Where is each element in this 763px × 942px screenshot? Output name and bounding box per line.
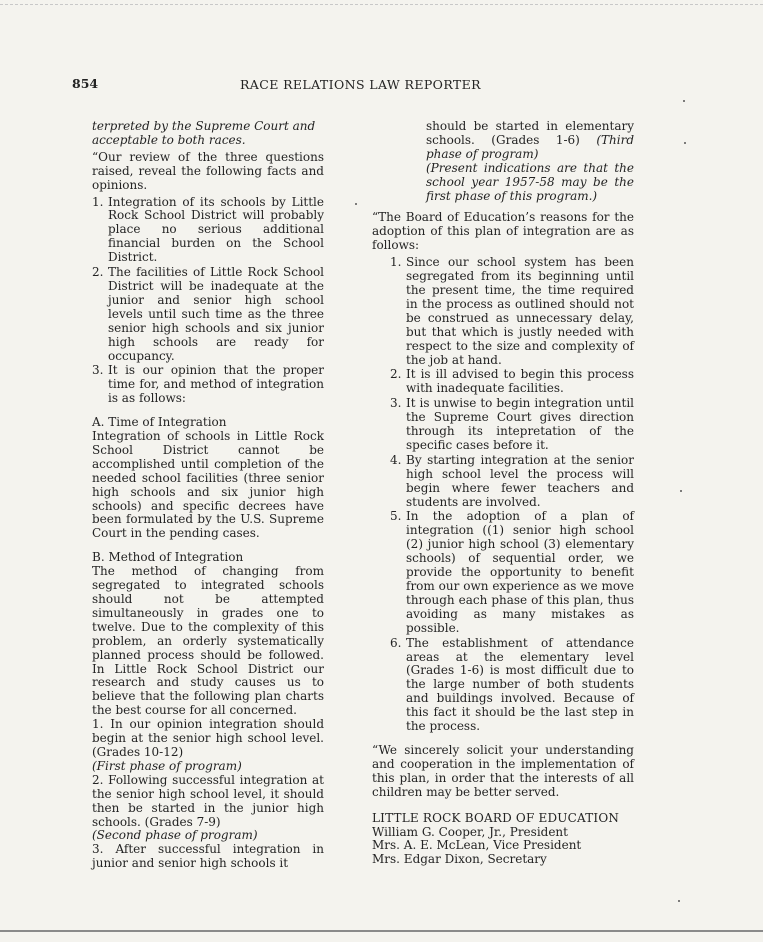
present-indications: (Present indications are that the school year 1957-58 may be the first phase of this program.)	[426, 160, 634, 203]
left-column	[92, 120, 324, 871]
signature-name: Mrs. A. E. McLean, Vice President	[372, 838, 582, 853]
reason-item: 1. Since our school system has been segregated from its beginning until the present time, the time required in the process as outlined should not be construed as unnecessary delay, but that which is justly needed with respect to the size and complexity of the job at hand.	[390, 255, 634, 367]
reasons-intro: “The Board of Education’s reasons for the adoption of this plan of integration are as follows:	[372, 210, 634, 253]
section-b-heading: B. Method of Integration	[92, 550, 244, 565]
section-a-heading: A. Time of Integration	[92, 415, 227, 430]
signature-name: Mrs. Edgar Dixon, Secretary	[372, 852, 547, 867]
phase-one: 1. In our opinion integration should begin at the senior high school level. (Grades 10-12)	[92, 717, 324, 759]
bottom-rule	[0, 930, 763, 932]
closing-paragraph: “We sincerely solicit your understanding and cooperation in the implementation of this plan, in order that the interests of all children may be better served.	[372, 742, 634, 799]
continued-text: terpreted by the Supreme Court and acceptable to both races.	[92, 119, 316, 147]
running-title: RACE RELATIONS LAW REPORTER	[240, 77, 481, 92]
scan-speck	[680, 490, 682, 492]
finding-item: 3. It is our opinion that the proper time for, and method of integration is as follows:	[92, 363, 324, 406]
page-number: 854	[72, 76, 99, 91]
reason-item: 4. By starting integration at the senior high school level the process will begin where fewer teachers and students are involved.	[390, 452, 634, 509]
reason-item: 2. It is ill advised to begin this process with inadequate facilities.	[390, 367, 634, 396]
finding-item: 2. The facilities of Little Rock School District will be inadequate at the junior and senior high school levels until such time as the three senior high schools and six junior high schools are ready for occupancy.	[92, 265, 324, 363]
right-column	[372, 120, 634, 867]
phase-one-label: (First phase of program)	[92, 758, 242, 773]
finding-item: 1. Integration of its schools by Little Rock School District will probably place no serious additional financial burden on the School District.	[92, 194, 324, 265]
phase-three: 3. After successful integration in junior and senior high schools it	[92, 842, 324, 871]
scan-speck	[684, 142, 686, 144]
section-b-body: The method of changing from segregated to integrated schools should not be attempted simultaneously in grades one to twelve. Due to the complexity of this problem, an orderly systematically planned process should be followed. In Little Rock School District our research and study causes us to believe that the following plan charts the best course for all concerned.	[92, 564, 324, 718]
phase-two: 2. Following successful integration at the senior high school level, it should then be started in the junior high schools. (Grades 7-9)	[92, 772, 324, 829]
reasons-list	[390, 256, 634, 734]
signature-org: LITTLE ROCK BOARD OF EDUCATION	[372, 810, 620, 825]
reason-item: 3. It is unwise to begin integration until the Supreme Court gives direction through its intepretation of the specific cases before it.	[390, 396, 634, 452]
findings-intro: “Our review of the three questions raised, reveal the following facts and opinions.	[92, 149, 324, 192]
reason-item: 6. The establishment of attendance areas at the elementary level (Grades 1-6) is most difficult due to the large number of both students and buildings involved. Because of this fact it should be the last step in the process.	[390, 635, 634, 734]
phase-three-continued: should be started in elementary schools. (Grades 1-6) (Third phase of program)	[426, 119, 634, 161]
top-rule	[0, 4, 763, 5]
signature-block	[372, 812, 634, 868]
reason-item: 5. In the adoption of a plan of integration ((1) senior high school (2) junior high school (3) elementary schools) of sequential order, we provide the opportunity to benefit from our own experience as we move through each phase of this plan, thus avoiding as many mistakes as possible.	[390, 509, 634, 635]
page-header	[0, 76, 763, 96]
section-a-body: Integration of schools in Little Rock School District cannot be accomplished until completion of the needed school facilities (three senior high schools and six junior high schools) and specific decrees have been formulated by the U.S. Supreme Court in the pending cases.	[92, 429, 324, 541]
scan-speck	[355, 203, 357, 205]
signature-name: William G. Cooper, Jr., President	[372, 824, 568, 839]
phase-two-label: (Second phase of program)	[92, 828, 258, 843]
scan-speck	[678, 900, 680, 902]
scan-speck	[683, 100, 685, 102]
